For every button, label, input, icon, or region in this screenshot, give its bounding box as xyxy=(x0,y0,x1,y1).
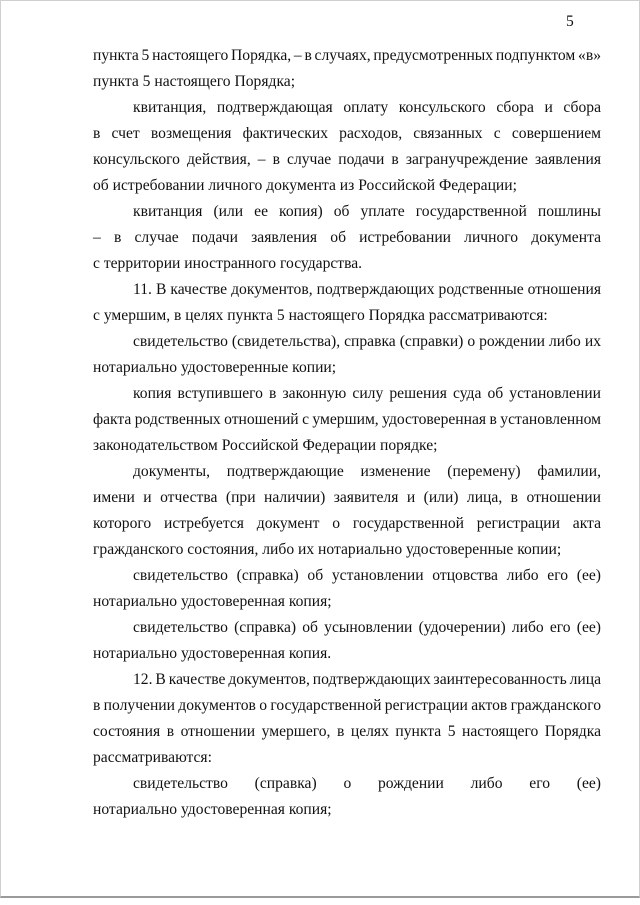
text-line-content: пункта 5 настоящего Порядка; xyxy=(93,73,296,90)
text-line xyxy=(93,355,601,381)
paragraph xyxy=(93,667,601,771)
paragraph xyxy=(93,615,601,667)
text-line-content: с умершим, в целях пункта 5 настоящего Порядка рассматриваются: xyxy=(93,307,548,324)
text-line-content: квитанция, подтверждающая оплату консульского сбора и сбора xyxy=(133,99,601,116)
text-line-content: копия вступившего в законную силу решения суда об установлении xyxy=(133,385,601,402)
text-line-content: свидетельство (справка) об усыновлении (удочерении) либо его (ее) xyxy=(133,619,601,636)
text-line xyxy=(93,797,601,823)
text-line-content: 11. В качестве документов, подтверждающих родственные отношения xyxy=(133,281,601,298)
text-line-content: нотариально удостоверенные копии; xyxy=(93,359,337,376)
text-line xyxy=(93,433,601,459)
text-line-content: свидетельство (справка) о рождении либо его (ее) xyxy=(133,775,601,792)
text-line xyxy=(93,121,601,147)
text-line xyxy=(93,199,601,225)
text-line xyxy=(93,95,601,121)
text-line-content: об истребовании личного документа из Российской Федерации; xyxy=(93,177,517,194)
paragraph xyxy=(93,95,601,199)
text-line-content: в счет возмещения фактических расходов, связанных с совершением xyxy=(93,125,601,142)
text-line xyxy=(93,407,601,433)
text-line xyxy=(93,173,601,199)
text-line-content: факта родственных отношений с умершим, удостоверенная в установленном xyxy=(93,411,601,428)
text-line-content: консульского действия, – в случае подачи в загранучреждение заявления xyxy=(93,151,601,168)
text-line xyxy=(93,537,601,563)
text-line xyxy=(93,381,601,407)
text-line xyxy=(93,615,601,641)
text-line-content: рассматриваются: xyxy=(93,749,212,766)
text-line-content: 12. В качестве документов, подтверждающих заинтересованность лица xyxy=(133,671,601,688)
text-line-content: с территории иностранного государства. xyxy=(93,255,363,272)
paragraph xyxy=(93,563,601,615)
text-line-content: – в случае подачи заявления об истребовании личного документа xyxy=(93,229,601,246)
text-line-content: свидетельство (справка) об установлении отцовства либо его (ее) xyxy=(133,567,601,584)
text-line xyxy=(93,329,601,355)
paragraph xyxy=(93,329,601,381)
text-line-content: квитанция (или ее копия) об уплате государственной пошлины xyxy=(133,203,601,220)
text-line xyxy=(93,43,601,69)
paragraph xyxy=(93,43,601,95)
text-line xyxy=(93,225,601,251)
text-line xyxy=(93,303,601,329)
text-line-content: в получении документов о государственной регистрации актов гражданского xyxy=(93,697,601,714)
text-line xyxy=(93,459,601,485)
text-line-content: пункта 5 настоящего Порядка, – в случаях, предусмотренных подпунктом «в» xyxy=(93,47,601,64)
text-line-content: которого истребуется документ о государственной регистрации акта xyxy=(93,515,601,532)
text-line xyxy=(93,745,601,771)
paragraph xyxy=(93,459,601,563)
text-line-content: нотариально удостоверенная копия. xyxy=(93,645,332,662)
text-line xyxy=(93,589,601,615)
text-line xyxy=(93,693,601,719)
paragraph xyxy=(93,381,601,459)
text-line xyxy=(93,69,601,95)
page-number: 5 xyxy=(566,13,574,30)
text-line-content: имени и отчества (при наличии) заявителя и (или) лица, в отношении xyxy=(93,489,601,506)
text-line-content: свидетельство (свидетельства), справка (справки) о рождении либо их xyxy=(133,333,601,350)
text-line xyxy=(93,251,601,277)
text-line xyxy=(93,485,601,511)
paragraph xyxy=(93,771,601,823)
paragraph xyxy=(93,199,601,277)
text-line xyxy=(93,771,601,797)
text-line-content: законодательством Российской Федерации порядке; xyxy=(93,437,438,454)
text-line-content: нотариально удостоверенная копия; xyxy=(93,593,332,610)
text-line xyxy=(93,641,601,667)
text-line xyxy=(93,563,601,589)
text-line-content: состояния в отношении умершего, в целях пункта 5 настоящего Порядка xyxy=(93,723,601,740)
document-body xyxy=(93,43,601,823)
text-line xyxy=(93,147,601,173)
text-line xyxy=(93,511,601,537)
text-line-content: гражданского состояния, либо их нотариально удостоверенные копии; xyxy=(93,541,562,558)
text-line xyxy=(93,277,601,303)
text-line-content: нотариально удостоверенная копия; xyxy=(93,801,332,818)
text-line xyxy=(93,667,601,693)
paragraph xyxy=(93,277,601,329)
text-line-content: документы, подтверждающие изменение (перемену) фамилии, xyxy=(133,463,601,480)
text-line xyxy=(93,719,601,745)
